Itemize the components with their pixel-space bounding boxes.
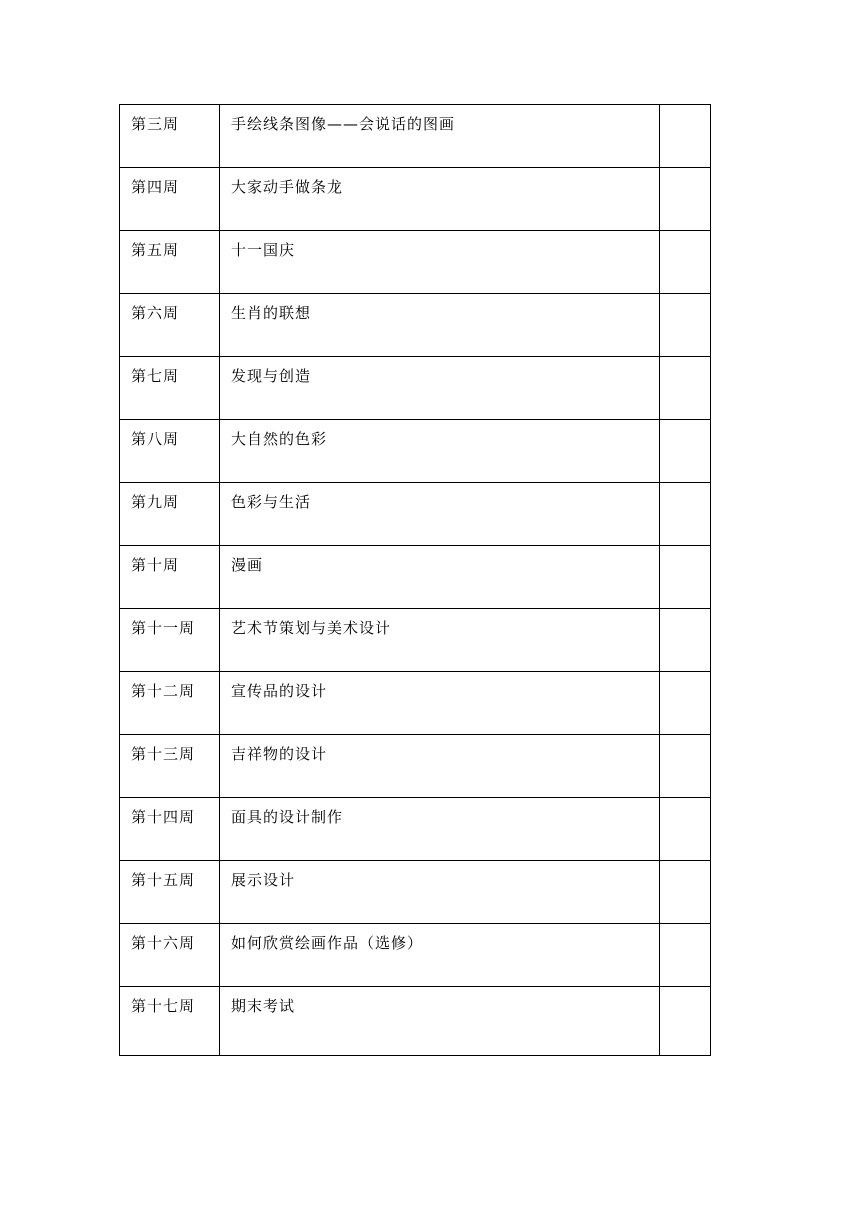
topic-cell xyxy=(220,735,660,798)
week-cell xyxy=(120,231,220,294)
note-label xyxy=(660,420,710,429)
week-cell xyxy=(120,672,220,735)
topic-label: 艺术节策划与美术设计 xyxy=(231,619,392,637)
table-row xyxy=(120,798,711,861)
topic-label: 漫画 xyxy=(231,556,264,574)
table-row xyxy=(120,861,711,924)
topic-cell xyxy=(220,987,660,1056)
topic-cell xyxy=(220,231,660,294)
week-cell xyxy=(120,294,220,357)
table-row xyxy=(120,420,711,483)
table-row xyxy=(120,231,711,294)
topic-cell xyxy=(220,546,660,609)
topic-label: 发现与创造 xyxy=(231,367,312,385)
week-label: 第六周 xyxy=(131,304,180,322)
note-label xyxy=(660,168,710,177)
note-label xyxy=(660,357,710,366)
topic-cell xyxy=(220,105,660,168)
week-label: 第三周 xyxy=(131,115,180,133)
topic-cell xyxy=(220,924,660,987)
note-label xyxy=(660,231,710,240)
week-cell xyxy=(120,798,220,861)
topic-label: 面具的设计制作 xyxy=(231,808,344,826)
note-cell xyxy=(660,168,711,231)
topic-cell xyxy=(220,672,660,735)
topic-cell xyxy=(220,420,660,483)
table-row xyxy=(120,546,711,609)
note-label xyxy=(660,735,710,744)
topic-cell xyxy=(220,798,660,861)
week-label: 第十四周 xyxy=(131,808,196,826)
week-cell xyxy=(120,168,220,231)
topic-label: 生肖的联想 xyxy=(231,304,312,322)
note-label xyxy=(660,546,710,555)
week-cell xyxy=(120,105,220,168)
week-label: 第十六周 xyxy=(131,934,196,952)
week-label: 第十七周 xyxy=(131,997,196,1015)
table-row xyxy=(120,357,711,420)
topic-label: 色彩与生活 xyxy=(231,493,312,511)
table-row xyxy=(120,168,711,231)
note-label xyxy=(660,798,710,807)
topic-cell xyxy=(220,483,660,546)
week-label: 第十一周 xyxy=(131,619,196,637)
note-cell xyxy=(660,294,711,357)
note-cell xyxy=(660,483,711,546)
note-cell xyxy=(660,420,711,483)
topic-cell xyxy=(220,168,660,231)
schedule-body xyxy=(120,105,711,1056)
week-label: 第十二周 xyxy=(131,682,196,700)
topic-label: 宣传品的设计 xyxy=(231,682,328,700)
note-label xyxy=(660,672,710,681)
topic-label: 十一国庆 xyxy=(231,241,296,259)
topic-label: 如何欣赏绘画作品（选修） xyxy=(231,934,424,952)
week-cell xyxy=(120,546,220,609)
note-label xyxy=(660,924,710,933)
week-label: 第十五周 xyxy=(131,871,196,889)
note-cell xyxy=(660,735,711,798)
week-cell xyxy=(120,420,220,483)
topic-label: 大自然的色彩 xyxy=(231,430,328,448)
week-cell xyxy=(120,735,220,798)
note-cell xyxy=(660,231,711,294)
topic-label: 展示设计 xyxy=(231,871,296,889)
week-cell xyxy=(120,861,220,924)
topic-label: 吉祥物的设计 xyxy=(231,745,328,763)
week-cell xyxy=(120,924,220,987)
week-label: 第十周 xyxy=(131,556,180,574)
table-row xyxy=(120,735,711,798)
note-label xyxy=(660,483,710,492)
table-row xyxy=(120,987,711,1056)
table-row xyxy=(120,294,711,357)
note-label xyxy=(660,294,710,303)
note-cell xyxy=(660,105,711,168)
topic-cell xyxy=(220,609,660,672)
note-label xyxy=(660,609,710,618)
week-label: 第九周 xyxy=(131,493,180,511)
week-cell xyxy=(120,609,220,672)
topic-label: 大家动手做条龙 xyxy=(231,178,344,196)
week-label: 第五周 xyxy=(131,241,180,259)
topic-label: 手绘线条图像——会说话的图画 xyxy=(231,115,456,133)
week-cell xyxy=(120,987,220,1056)
topic-label: 期末考试 xyxy=(231,997,296,1015)
week-cell xyxy=(120,483,220,546)
table-row xyxy=(120,672,711,735)
note-cell xyxy=(660,609,711,672)
note-label xyxy=(660,987,710,996)
topic-cell xyxy=(220,294,660,357)
note-cell xyxy=(660,357,711,420)
week-label: 第八周 xyxy=(131,430,180,448)
table-row xyxy=(120,105,711,168)
note-cell xyxy=(660,546,711,609)
week-label: 第七周 xyxy=(131,367,180,385)
table-row xyxy=(120,483,711,546)
week-cell xyxy=(120,357,220,420)
table-row xyxy=(120,924,711,987)
week-label: 第十三周 xyxy=(131,745,196,763)
topic-cell xyxy=(220,861,660,924)
week-label: 第四周 xyxy=(131,178,180,196)
note-cell xyxy=(660,987,711,1056)
table-row xyxy=(120,609,711,672)
note-cell xyxy=(660,861,711,924)
note-label xyxy=(660,105,710,114)
topic-cell xyxy=(220,357,660,420)
note-cell xyxy=(660,924,711,987)
note-label xyxy=(660,861,710,870)
schedule-table xyxy=(119,104,711,1056)
note-cell xyxy=(660,672,711,735)
note-cell xyxy=(660,798,711,861)
